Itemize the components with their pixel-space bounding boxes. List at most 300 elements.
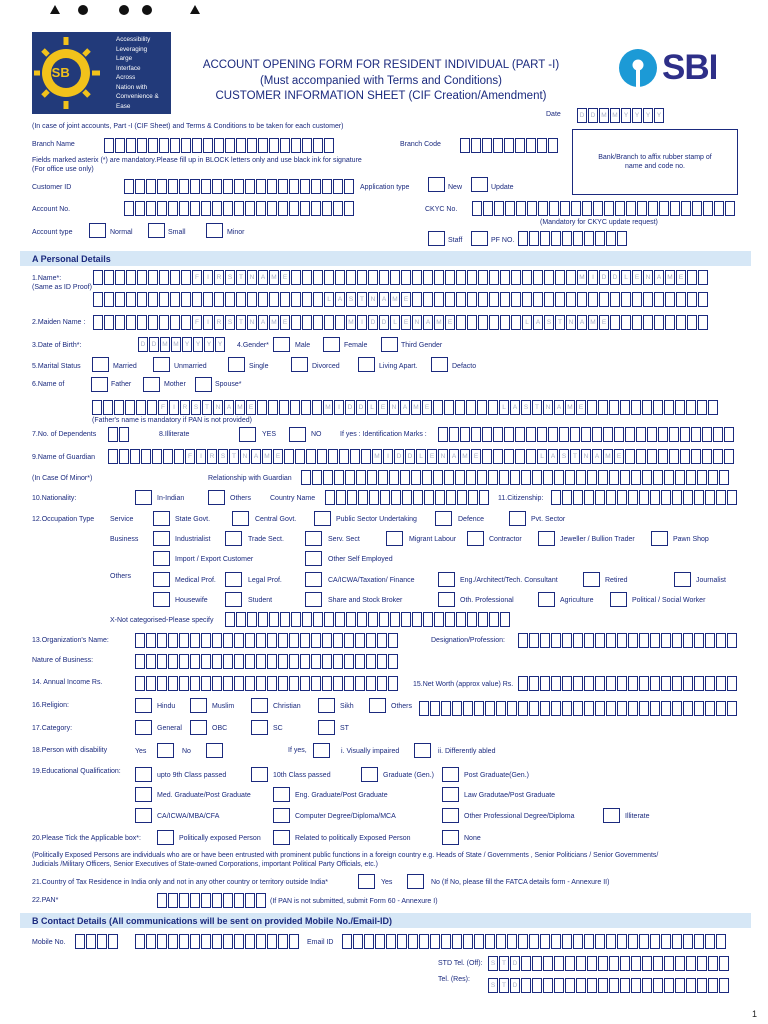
input-cell[interactable] [269, 138, 279, 153]
input-cell[interactable] [247, 292, 257, 307]
input-cell[interactable] [584, 934, 594, 949]
input-cell[interactable] [584, 676, 594, 691]
input-cell[interactable] [289, 654, 299, 669]
input-cell[interactable] [637, 201, 647, 216]
input-cell[interactable] [300, 179, 310, 194]
sc-checkbox[interactable] [251, 720, 268, 735]
input-cell[interactable] [368, 270, 378, 285]
dependents-input[interactable] [108, 427, 130, 442]
input-cell[interactable] [236, 612, 246, 627]
ca-icwa-checkbox[interactable] [305, 572, 322, 587]
input-cell[interactable]: M [372, 449, 382, 464]
ca-mba-checkbox[interactable] [135, 808, 152, 823]
input-cell[interactable] [192, 292, 202, 307]
input-cell[interactable]: Y [621, 108, 631, 123]
input-cell[interactable] [540, 701, 550, 716]
input-cell[interactable] [672, 490, 682, 505]
input-cell[interactable] [540, 633, 550, 648]
input-cell[interactable] [181, 315, 191, 330]
input-cell[interactable] [477, 400, 487, 415]
input-cell[interactable] [126, 138, 136, 153]
input-cell[interactable] [291, 270, 301, 285]
input-cell[interactable]: A [554, 400, 564, 415]
ckyc-no-input[interactable] [472, 201, 736, 216]
input-cell[interactable] [170, 270, 180, 285]
input-cell[interactable] [445, 612, 455, 627]
input-cell[interactable] [609, 956, 619, 971]
input-cell[interactable] [302, 612, 312, 627]
input-cell[interactable] [313, 612, 323, 627]
divorced-checkbox[interactable] [291, 357, 308, 372]
input-cell[interactable]: D [149, 337, 159, 352]
input-cell[interactable] [302, 315, 312, 330]
input-cell[interactable]: A [258, 270, 268, 285]
input-cell[interactable]: Y [654, 108, 664, 123]
input-cell[interactable] [119, 427, 129, 442]
input-cell[interactable] [190, 179, 200, 194]
input-cell[interactable] [606, 231, 616, 246]
input-cell[interactable] [136, 400, 146, 415]
input-cell[interactable] [584, 490, 594, 505]
input-cell[interactable] [449, 427, 459, 442]
input-cell[interactable] [137, 270, 147, 285]
input-cell[interactable]: D [588, 108, 598, 123]
input-cell[interactable] [201, 654, 211, 669]
country-name-input[interactable] [325, 490, 490, 505]
input-cell[interactable]: T [499, 956, 509, 971]
input-cell[interactable] [424, 490, 434, 505]
input-cell[interactable]: M [588, 315, 598, 330]
input-cell[interactable] [518, 701, 528, 716]
input-cell[interactable] [97, 934, 107, 949]
input-cell[interactable] [313, 138, 323, 153]
input-cell[interactable] [551, 676, 561, 691]
input-cell[interactable] [510, 470, 520, 485]
input-cell[interactable] [147, 400, 157, 415]
input-cell[interactable] [256, 633, 266, 648]
input-cell[interactable] [115, 138, 125, 153]
input-cell[interactable]: M [346, 315, 356, 330]
retired-checkbox[interactable] [583, 572, 600, 587]
input-cell[interactable] [324, 612, 334, 627]
input-cell[interactable] [148, 138, 158, 153]
input-cell[interactable] [369, 490, 379, 505]
input-cell[interactable] [628, 676, 638, 691]
input-cell[interactable]: A [654, 270, 664, 285]
input-cell[interactable] [692, 201, 702, 216]
input-cell[interactable]: T [229, 449, 239, 464]
input-cell[interactable] [179, 201, 189, 216]
input-cell[interactable] [565, 470, 575, 485]
input-cell[interactable] [727, 490, 737, 505]
input-cell[interactable] [653, 470, 663, 485]
input-cell[interactable]: N [438, 449, 448, 464]
input-cell[interactable] [584, 231, 594, 246]
input-cell[interactable]: A [379, 292, 389, 307]
input-cell[interactable] [543, 956, 553, 971]
input-cell[interactable] [357, 612, 367, 627]
input-cell[interactable] [247, 612, 257, 627]
input-cell[interactable]: D [356, 400, 366, 415]
input-cell[interactable] [434, 270, 444, 285]
input-cell[interactable]: M [577, 270, 587, 285]
input-cell[interactable]: Y [193, 337, 203, 352]
input-cell[interactable] [485, 701, 495, 716]
input-cell[interactable]: A [400, 400, 410, 415]
defacto-checkbox[interactable] [431, 357, 448, 372]
nature-business-input[interactable] [135, 654, 399, 669]
input-cell[interactable]: M [603, 449, 613, 464]
input-cell[interactable] [587, 470, 597, 485]
agriculture-checkbox[interactable] [538, 592, 555, 607]
input-cell[interactable] [190, 201, 200, 216]
input-cell[interactable] [648, 201, 658, 216]
10th-checkbox[interactable] [251, 767, 268, 782]
input-cell[interactable] [366, 654, 376, 669]
input-cell[interactable] [223, 654, 233, 669]
input-cell[interactable] [672, 633, 682, 648]
input-cell[interactable] [357, 270, 367, 285]
input-cell[interactable] [500, 270, 510, 285]
input-cell[interactable]: A [251, 449, 261, 464]
input-cell[interactable] [555, 270, 565, 285]
input-cell[interactable] [702, 449, 712, 464]
input-cell[interactable] [724, 449, 734, 464]
input-cell[interactable] [444, 470, 454, 485]
id-marks-input[interactable] [438, 427, 735, 442]
input-cell[interactable]: A [548, 449, 558, 464]
input-cell[interactable] [686, 470, 696, 485]
input-cell[interactable]: N [213, 400, 223, 415]
input-cell[interactable] [322, 654, 332, 669]
input-cell[interactable]: E [471, 449, 481, 464]
input-cell[interactable]: M [171, 337, 181, 352]
input-cell[interactable]: T [570, 449, 580, 464]
input-cell[interactable] [672, 676, 682, 691]
input-cell[interactable] [441, 701, 451, 716]
input-cell[interactable]: A [449, 449, 459, 464]
input-cell[interactable]: M [269, 315, 279, 330]
input-cell[interactable] [727, 633, 737, 648]
input-cell[interactable]: L [499, 400, 509, 415]
input-cell[interactable] [130, 449, 140, 464]
input-cell[interactable] [467, 270, 477, 285]
input-cell[interactable] [664, 400, 674, 415]
input-cell[interactable]: N [581, 449, 591, 464]
input-cell[interactable] [493, 138, 503, 153]
input-cell[interactable] [115, 292, 125, 307]
input-cell[interactable] [358, 490, 368, 505]
input-cell[interactable] [148, 292, 158, 307]
input-cell[interactable] [401, 270, 411, 285]
input-cell[interactable] [135, 676, 145, 691]
computer-degree-checkbox[interactable] [273, 808, 290, 823]
input-cell[interactable] [430, 701, 440, 716]
input-cell[interactable] [245, 934, 255, 949]
input-cell[interactable] [301, 470, 311, 485]
input-cell[interactable] [521, 956, 531, 971]
input-cell[interactable] [628, 633, 638, 648]
input-cell[interactable] [598, 470, 608, 485]
input-cell[interactable] [566, 270, 576, 285]
input-cell[interactable] [543, 978, 553, 993]
input-cell[interactable] [698, 270, 708, 285]
input-cell[interactable] [617, 633, 627, 648]
input-cell[interactable] [170, 315, 180, 330]
input-cell[interactable] [419, 934, 429, 949]
input-cell[interactable] [504, 449, 514, 464]
input-cell[interactable] [489, 315, 499, 330]
input-cell[interactable] [137, 292, 147, 307]
input-cell[interactable] [291, 292, 301, 307]
input-cell[interactable] [494, 201, 504, 216]
input-cell[interactable] [489, 612, 499, 627]
married-checkbox[interactable] [92, 357, 109, 372]
input-cell[interactable] [631, 978, 641, 993]
input-cell[interactable] [606, 934, 616, 949]
input-cell[interactable] [212, 633, 222, 648]
input-cell[interactable] [452, 701, 462, 716]
input-cell[interactable]: M [160, 337, 170, 352]
input-cell[interactable] [658, 449, 668, 464]
input-cell[interactable] [584, 701, 594, 716]
input-cell[interactable] [201, 893, 211, 908]
input-cell[interactable] [141, 449, 151, 464]
input-cell[interactable] [135, 201, 145, 216]
input-cell[interactable] [543, 470, 553, 485]
input-cell[interactable] [467, 315, 477, 330]
hindu-checkbox[interactable] [135, 698, 152, 713]
input-cell[interactable] [507, 934, 517, 949]
input-cell[interactable] [680, 427, 690, 442]
input-cell[interactable] [179, 633, 189, 648]
input-cell[interactable]: M [665, 270, 675, 285]
input-cell[interactable] [280, 612, 290, 627]
input-cell[interactable] [654, 315, 664, 330]
input-cell[interactable] [576, 978, 586, 993]
input-cell[interactable] [698, 292, 708, 307]
input-cell[interactable] [719, 978, 729, 993]
input-cell[interactable] [664, 956, 674, 971]
input-cell[interactable] [108, 449, 118, 464]
input-cell[interactable] [724, 427, 734, 442]
input-cell[interactable] [126, 315, 136, 330]
input-cell[interactable] [555, 292, 565, 307]
input-cell[interactable] [647, 449, 657, 464]
input-cell[interactable]: L [537, 449, 547, 464]
input-cell[interactable] [639, 676, 649, 691]
input-cell[interactable] [168, 676, 178, 691]
annual-income-input[interactable] [135, 676, 399, 691]
parent-name-input[interactable] [92, 400, 719, 415]
input-cell[interactable] [562, 231, 572, 246]
input-cell[interactable] [639, 701, 649, 716]
housewife-checkbox[interactable] [153, 592, 170, 607]
input-cell[interactable] [124, 201, 134, 216]
input-cell[interactable] [214, 138, 224, 153]
input-cell[interactable] [533, 270, 543, 285]
input-cell[interactable] [377, 654, 387, 669]
input-cell[interactable] [135, 934, 145, 949]
input-cell[interactable] [104, 315, 114, 330]
input-cell[interactable] [104, 270, 114, 285]
input-cell[interactable] [328, 449, 338, 464]
input-cell[interactable] [135, 654, 145, 669]
input-cell[interactable] [256, 934, 266, 949]
state-govt-checkbox[interactable] [153, 511, 170, 526]
input-cell[interactable]: Y [182, 337, 192, 352]
input-cell[interactable] [708, 400, 718, 415]
input-cell[interactable] [573, 676, 583, 691]
input-cell[interactable] [159, 292, 169, 307]
input-cell[interactable] [168, 654, 178, 669]
input-cell[interactable] [489, 292, 499, 307]
input-cell[interactable] [313, 315, 323, 330]
pf-no-input[interactable] [518, 231, 628, 246]
input-cell[interactable] [703, 201, 713, 216]
input-cell[interactable] [504, 138, 514, 153]
input-cell[interactable] [676, 292, 686, 307]
input-cell[interactable] [499, 470, 509, 485]
input-cell[interactable] [620, 400, 630, 415]
illiterate-yes-checkbox[interactable] [239, 427, 256, 442]
input-cell[interactable] [691, 449, 701, 464]
input-cell[interactable] [708, 978, 718, 993]
name-row2-input[interactable] [93, 292, 709, 307]
input-cell[interactable] [533, 292, 543, 307]
input-cell[interactable] [515, 427, 525, 442]
input-cell[interactable] [573, 231, 583, 246]
input-cell[interactable] [554, 470, 564, 485]
input-cell[interactable]: E [401, 315, 411, 330]
email-input[interactable] [342, 934, 727, 949]
input-cell[interactable]: N [566, 315, 576, 330]
input-cell[interactable]: L [416, 449, 426, 464]
input-cell[interactable] [190, 633, 200, 648]
input-cell[interactable] [223, 893, 233, 908]
input-cell[interactable] [311, 201, 321, 216]
input-cell[interactable] [366, 676, 376, 691]
input-cell[interactable] [267, 179, 277, 194]
input-cell[interactable] [595, 676, 605, 691]
input-cell[interactable] [650, 701, 660, 716]
net-worth-input[interactable] [518, 676, 738, 691]
input-cell[interactable] [683, 701, 693, 716]
input-cell[interactable] [181, 270, 191, 285]
input-cell[interactable] [587, 400, 597, 415]
input-cell[interactable] [665, 292, 675, 307]
input-cell[interactable] [423, 612, 433, 627]
input-cell[interactable] [588, 292, 598, 307]
input-cell[interactable]: T [499, 978, 509, 993]
religion-others-checkbox[interactable] [369, 698, 386, 713]
input-cell[interactable] [631, 470, 641, 485]
input-cell[interactable]: Y [215, 337, 225, 352]
input-cell[interactable] [488, 470, 498, 485]
input-cell[interactable] [727, 676, 737, 691]
input-cell[interactable]: R [207, 449, 217, 464]
input-cell[interactable]: M [460, 449, 470, 464]
input-cell[interactable] [234, 201, 244, 216]
input-cell[interactable] [234, 179, 244, 194]
input-cell[interactable] [445, 292, 455, 307]
input-cell[interactable]: S [559, 449, 569, 464]
input-cell[interactable] [554, 978, 564, 993]
input-cell[interactable] [691, 427, 701, 442]
input-cell[interactable] [653, 956, 663, 971]
input-cell[interactable] [632, 315, 642, 330]
input-cell[interactable] [179, 654, 189, 669]
input-cell[interactable] [532, 470, 542, 485]
input-cell[interactable] [225, 138, 235, 153]
input-cell[interactable] [620, 470, 630, 485]
input-cell[interactable] [551, 490, 561, 505]
input-cell[interactable]: T [236, 270, 246, 285]
input-cell[interactable] [562, 676, 572, 691]
input-cell[interactable] [639, 934, 649, 949]
input-cell[interactable] [280, 138, 290, 153]
input-cell[interactable] [355, 633, 365, 648]
input-cell[interactable] [496, 701, 506, 716]
input-cell[interactable] [482, 138, 492, 153]
input-cell[interactable] [642, 470, 652, 485]
input-cell[interactable] [223, 676, 233, 691]
input-cell[interactable]: N [643, 270, 653, 285]
input-cell[interactable] [488, 400, 498, 415]
guardian-name-input[interactable] [108, 449, 735, 464]
input-cell[interactable] [289, 633, 299, 648]
input-cell[interactable]: S [488, 956, 498, 971]
input-cell[interactable] [92, 400, 102, 415]
input-cell[interactable] [289, 676, 299, 691]
input-cell[interactable] [687, 270, 697, 285]
input-cell[interactable] [364, 934, 374, 949]
input-cell[interactable] [312, 400, 322, 415]
input-cell[interactable]: M [411, 400, 421, 415]
input-cell[interactable] [518, 934, 528, 949]
input-cell[interactable] [378, 470, 388, 485]
input-cell[interactable] [548, 427, 558, 442]
input-cell[interactable] [697, 400, 707, 415]
input-cell[interactable] [606, 490, 616, 505]
input-cell[interactable] [170, 292, 180, 307]
input-cell[interactable] [681, 201, 691, 216]
input-cell[interactable] [225, 292, 235, 307]
input-cell[interactable] [489, 270, 499, 285]
input-cell[interactable] [661, 490, 671, 505]
input-cell[interactable] [642, 978, 652, 993]
input-cell[interactable] [258, 292, 268, 307]
input-cell[interactable] [93, 292, 103, 307]
input-cell[interactable] [419, 701, 429, 716]
input-cell[interactable] [705, 676, 715, 691]
input-cell[interactable] [615, 201, 625, 216]
input-cell[interactable] [661, 934, 671, 949]
input-cell[interactable] [108, 427, 118, 442]
input-cell[interactable]: D [379, 315, 389, 330]
input-cell[interactable] [168, 893, 178, 908]
input-cell[interactable] [289, 201, 299, 216]
input-cell[interactable]: A [510, 400, 520, 415]
input-cell[interactable] [625, 449, 635, 464]
input-cell[interactable] [642, 956, 652, 971]
input-cell[interactable] [347, 490, 357, 505]
input-cell[interactable] [683, 633, 693, 648]
update-checkbox[interactable] [471, 177, 488, 192]
input-cell[interactable] [322, 633, 332, 648]
input-cell[interactable] [290, 400, 300, 415]
input-cell[interactable] [598, 978, 608, 993]
